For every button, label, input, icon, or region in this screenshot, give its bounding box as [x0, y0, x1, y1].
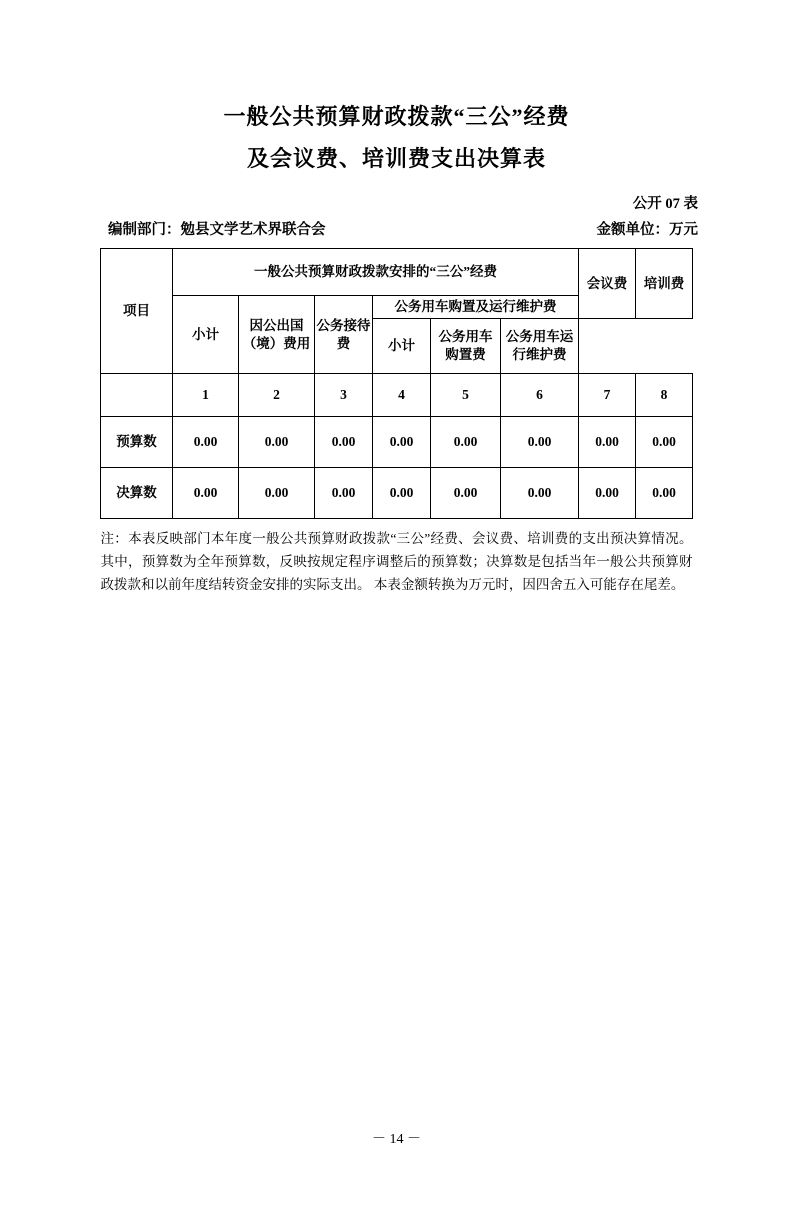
header-vehicle-maintain: 公务用车运行维护费 — [501, 319, 579, 374]
cell-budget-7: 0.00 — [579, 417, 636, 468]
header-meeting-fee: 会议费 — [579, 249, 636, 319]
cell-budget-4: 0.00 — [373, 417, 431, 468]
cell-final-2: 0.00 — [239, 468, 315, 519]
header-vehicle-subtotal: 小计 — [373, 319, 431, 374]
cell-budget-1: 0.00 — [173, 417, 239, 468]
header-sangong-group: 一般公共预算财政拨款安排的“三公”经费 — [173, 249, 579, 296]
table-row — [101, 417, 693, 468]
cell-budget-3: 0.00 — [315, 417, 373, 468]
header-reception-fee: 公务接待费 — [315, 296, 373, 374]
cell-final-8: 0.00 — [636, 468, 693, 519]
cell-final-1: 0.00 — [173, 468, 239, 519]
index-cell-5: 5 — [431, 374, 501, 417]
form-number-row — [0, 192, 793, 214]
table-row — [101, 468, 693, 519]
index-cell-2: 2 — [239, 374, 315, 417]
table-header-row-1 — [101, 249, 693, 296]
header-vehicle-group: 公务用车购置及运行维护费 — [373, 296, 579, 319]
cell-final-3: 0.00 — [315, 468, 373, 519]
title-block — [0, 96, 793, 180]
header-training-fee: 培训费 — [636, 249, 693, 319]
cell-final-6: 0.00 — [501, 468, 579, 519]
cell-budget-8: 0.00 — [636, 417, 693, 468]
header-vehicle-purchase: 公务用车购置费 — [431, 319, 501, 374]
index-cell-4: 4 — [373, 374, 431, 417]
index-cell-8: 8 — [636, 374, 693, 417]
page-title-line-1: 一般公共预算财政拨款“三公”经费 — [223, 104, 570, 129]
header-subtotal: 小计 — [173, 296, 239, 374]
cell-final-5: 0.00 — [431, 468, 501, 519]
budget-table — [100, 248, 693, 519]
table-note: 注：本表反映部门本年度一般公共预算财政拨款“三公”经费、会议费、培训费的支出预决算情况。其中，预算数为全年预算数，反映按规定程序调整后的预算数；决算数是包括当年一般公共预算财政拨款和以前年度结转资金安排的实际支出。 本表金额转换为万元时，因四舍五入可能存在尾差。 — [100, 531, 693, 592]
amount-unit-label: 金额单位：万元 — [596, 222, 698, 238]
department-row — [0, 218, 793, 242]
table-index-row — [101, 374, 693, 417]
cell-final-4: 0.00 — [373, 468, 431, 519]
department-label: 编制部门：勉县文学艺术界联合会 — [108, 222, 326, 238]
index-cell-3: 3 — [315, 374, 373, 417]
cell-budget-5: 0.00 — [431, 417, 501, 468]
row-label-budget: 预算数 — [101, 417, 173, 468]
header-project: 项目 — [101, 249, 173, 374]
cell-budget-2: 0.00 — [239, 417, 315, 468]
cell-budget-6: 0.00 — [501, 417, 579, 468]
index-cell-empty — [101, 374, 173, 417]
index-cell-7: 7 — [579, 374, 636, 417]
index-cell-6: 6 — [501, 374, 579, 417]
form-number: 公开 07 表 — [632, 196, 698, 212]
document-page — [0, 96, 793, 1218]
cell-final-7: 0.00 — [579, 468, 636, 519]
row-label-final: 决算数 — [101, 468, 173, 519]
page-number: － 14 － — [372, 1132, 421, 1147]
index-cell-1: 1 — [173, 374, 239, 417]
header-abroad-fee: 因公出国（境）费用 — [239, 296, 315, 374]
page-title-line-2: 及会议费、培训费支出决算表 — [246, 146, 546, 171]
